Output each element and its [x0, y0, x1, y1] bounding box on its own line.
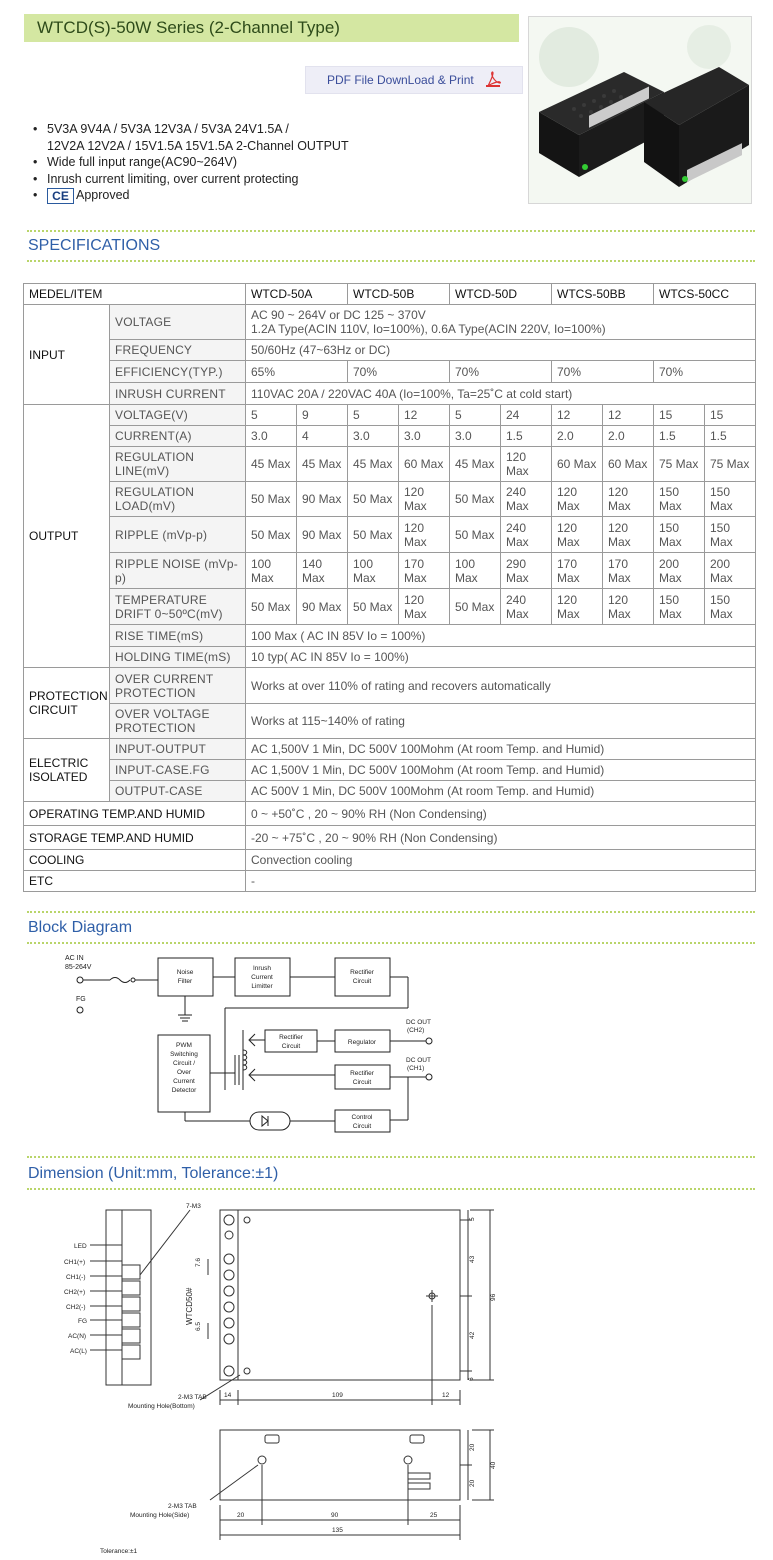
pdf-download-label: PDF File DownLoad & Print [327, 73, 474, 87]
value-cell: 50/60Hz (47~63Hz or DC) [246, 340, 756, 361]
svg-text:DC OUT: DC OUT [406, 1057, 431, 1064]
table-cell: 45 Max [297, 447, 348, 482]
title-bar [24, 14, 519, 42]
svg-text:WTCD50#: WTCD50# [185, 1287, 194, 1325]
table-cell: 1.5 [501, 426, 552, 447]
svg-text:Rectifier: Rectifier [350, 969, 374, 976]
block-diagram [60, 950, 480, 1140]
table-cell: Works at 115~140% of rating [246, 704, 756, 739]
table-cell: 70% [348, 361, 450, 383]
table-row [24, 704, 756, 739]
table-row [24, 760, 756, 781]
svg-text:Circuit: Circuit [281, 1043, 301, 1050]
table-row [24, 739, 756, 760]
svg-text:Circuit: Circuit [352, 978, 372, 985]
table-row [24, 517, 756, 553]
table-row [24, 426, 756, 447]
table-cell: AC 1,500V 1 Min, DC 500V 100Mohm (At room Temp. and Humid) [246, 760, 756, 781]
table-cell: 100 Max [450, 553, 501, 589]
feature-item-approved: • CE Approved [33, 187, 349, 204]
svg-text:25: 25 [430, 1512, 438, 1519]
svg-text:6.5: 6.5 [195, 1321, 202, 1331]
svg-text:(CH2): (CH2) [407, 1027, 425, 1034]
table-cell: -20 ~ +75˚C , 20 ~ 90% RH (Non Condensing) [246, 826, 756, 850]
table-cell: OPERATING TEMP.AND HUMID [24, 802, 246, 826]
svg-text:FG: FG [76, 996, 86, 1003]
table-row [24, 305, 756, 340]
table-cell: Works at over 110% of rating and recovers automatically [246, 668, 756, 704]
svg-text:Limitter: Limitter [251, 983, 273, 990]
svg-text:2-M3 TAB: 2-M3 TAB [178, 1394, 207, 1401]
table-cell: 2.0 [552, 426, 603, 447]
svg-text:85-264V: 85-264V [65, 964, 92, 971]
svg-text:Control: Control [351, 1114, 373, 1121]
table-cell: 100 Max [348, 553, 399, 589]
svg-text:43: 43 [469, 1255, 476, 1263]
table-cell: 1.5 [654, 426, 705, 447]
product-photo [528, 16, 752, 204]
svg-text:20: 20 [469, 1443, 476, 1451]
divider [27, 911, 755, 913]
table-cell: 200 Max [705, 553, 756, 589]
svg-text:Current: Current [173, 1078, 195, 1085]
table-cell: 120 Max [552, 482, 603, 517]
table-cell: RIPPLE NOISE (mVp-p) [110, 553, 246, 589]
table-cell: OUTPUT-CASE [110, 781, 246, 802]
header-cell: WTCS-50BB [552, 284, 654, 305]
group-cell: ELECTRIC ISOLATED [24, 739, 110, 802]
svg-text:2-M3 TAB: 2-M3 TAB [168, 1503, 197, 1510]
feature-item: • Inrush current limiting, over current protecting [33, 171, 349, 188]
table-cell: RISE TIME(mS) [110, 625, 246, 647]
table-cell: 50 Max [246, 517, 297, 553]
table-cell: 60 Max [552, 447, 603, 482]
table-cell: 5 [246, 405, 297, 426]
table-cell: 100 Max ( AC IN 85V Io = 100%) [246, 625, 756, 647]
table-cell: 120 Max [399, 589, 450, 625]
svg-text:Switching: Switching [170, 1051, 198, 1058]
item-cell: FREQUENCY [110, 340, 246, 361]
table-cell: 9 [297, 405, 348, 426]
section-title-specifications: SPECIFICATIONS [28, 237, 161, 254]
table-row [24, 405, 756, 426]
page-title: WTCD(S)-50W Series (2-Channel Type) [37, 18, 340, 37]
table-cell: 140 Max [297, 553, 348, 589]
svg-text:Circuit: Circuit [352, 1123, 372, 1130]
svg-text:Inrush: Inrush [252, 965, 272, 972]
svg-text:109: 109 [332, 1392, 343, 1399]
svg-text:Filter: Filter [177, 978, 193, 985]
item-cell: VOLTAGE [110, 305, 246, 340]
table-cell: 120 Max [603, 517, 654, 553]
svg-text:Over: Over [176, 1069, 192, 1076]
table-cell: 75 Max [705, 447, 756, 482]
svg-text:14: 14 [224, 1392, 232, 1399]
table-cell: STORAGE TEMP.AND HUMID [24, 826, 246, 850]
table-cell: AC 500V 1 Min, DC 500V 100Mohm (At room Temp. and Humid) [246, 781, 756, 802]
item-cell: EFFICIENCY(TYP.) [110, 361, 246, 383]
table-cell: 45 Max [450, 447, 501, 482]
svg-text:Mounting Hole(Bottom): Mounting Hole(Bottom) [128, 1403, 195, 1410]
feature-item: • Wide full input range(AC90~264V) [33, 154, 349, 171]
table-cell: 12 [399, 405, 450, 426]
table-cell: 150 Max [654, 482, 705, 517]
table-cell: 12 [552, 405, 603, 426]
svg-text:90: 90 [331, 1512, 339, 1519]
feature-list [33, 121, 349, 204]
table-cell: TEMPERATURE DRIFT 0~50ºC(mV) [110, 589, 246, 625]
svg-text:FG: FG [78, 1318, 88, 1325]
svg-text:96: 96 [490, 1293, 497, 1301]
table-row [24, 482, 756, 517]
svg-text:(CH1): (CH1) [407, 1065, 425, 1072]
table-cell: 3.0 [399, 426, 450, 447]
header-cell: WTCD-50A [246, 284, 348, 305]
table-cell: 24 [501, 405, 552, 426]
section-title-block-diagram: Block Diagram [28, 919, 133, 936]
header-cell: WTCD-50D [450, 284, 552, 305]
table-cell: 240 Max [501, 482, 552, 517]
table-cell: 45 Max [246, 447, 297, 482]
table-cell: 150 Max [705, 589, 756, 625]
table-cell: OVER VOLTAGE PROTECTION [110, 704, 246, 739]
item-cell: INRUSH CURRENT [110, 383, 246, 405]
screw-terminals [224, 1215, 234, 1376]
table-cell: 150 Max [705, 517, 756, 553]
table-cell: VOLTAGE(V) [110, 405, 246, 426]
table-cell: 150 Max [705, 482, 756, 517]
table-cell: 3.0 [246, 426, 297, 447]
table-cell: 10 typ( AC IN 85V Io = 100%) [246, 647, 756, 668]
table-cell: 150 Max [654, 517, 705, 553]
table-cell: 70% [552, 361, 654, 383]
ce-mark-icon: CE [47, 188, 74, 204]
table-header-row [24, 284, 756, 305]
table-row [24, 850, 756, 871]
svg-text:Current: Current [251, 974, 273, 981]
table-cell: 50 Max [348, 517, 399, 553]
divider [27, 260, 755, 262]
table-cell: INPUT-OUTPUT [110, 739, 246, 760]
table-cell: 15 [654, 405, 705, 426]
header-cell: WTCS-50CC [654, 284, 756, 305]
table-cell: 290 Max [501, 553, 552, 589]
table-cell: 1.5 [705, 426, 756, 447]
svg-text:5: 5 [469, 1217, 476, 1221]
svg-text:Circuit /: Circuit / [172, 1060, 196, 1067]
table-cell: 120 Max [603, 482, 654, 517]
table-cell: HOLDING TIME(mS) [110, 647, 246, 668]
table-row [24, 589, 756, 625]
table-cell: 100 Max [246, 553, 297, 589]
table-cell: INPUT-CASE.FG [110, 760, 246, 781]
table-row [24, 826, 756, 850]
table-row [24, 553, 756, 589]
section-title-dimension: Dimension (Unit:mm, Tolerance:±1) [28, 1165, 279, 1182]
svg-text:CH1(+): CH1(+) [64, 1259, 86, 1266]
table-cell: 50 Max [348, 482, 399, 517]
table-row [24, 383, 756, 405]
table-cell: 50 Max [450, 589, 501, 625]
svg-text:Detector: Detector [171, 1087, 197, 1094]
table-cell: 90 Max [297, 482, 348, 517]
table-cell: 170 Max [603, 553, 654, 589]
table-cell: 50 Max [348, 589, 399, 625]
table-cell: RIPPLE (mVp-p) [110, 517, 246, 553]
table-cell: 50 Max [450, 482, 501, 517]
table-cell: 120 Max [399, 482, 450, 517]
group-cell: PROTECTION CIRCUIT [24, 668, 110, 739]
group-cell: OUTPUT [24, 405, 110, 668]
svg-text:Circuit: Circuit [352, 1079, 372, 1086]
table-cell: 5 [348, 405, 399, 426]
table-cell: 240 Max [501, 589, 552, 625]
svg-text:7-M3: 7-M3 [186, 1203, 201, 1210]
table-row [24, 781, 756, 802]
table-cell: ETC [24, 871, 246, 892]
table-cell: REGULATION LOAD(mV) [110, 482, 246, 517]
svg-text:CH2(-): CH2(-) [66, 1304, 86, 1311]
table-cell: 150 Max [654, 589, 705, 625]
table-cell: 240 Max [501, 517, 552, 553]
table-row [24, 668, 756, 704]
divider [27, 1188, 755, 1190]
dimension-drawing [60, 1195, 520, 1555]
svg-text:20: 20 [469, 1479, 476, 1487]
svg-text:Noise: Noise [176, 969, 194, 976]
table-cell: 120 Max [552, 517, 603, 553]
table-row [24, 802, 756, 826]
table-cell: 70% [450, 361, 552, 383]
svg-text:PWM: PWM [176, 1042, 192, 1049]
table-cell: - [246, 871, 756, 892]
table-cell: 0 ~ +50˚C , 20 ~ 90% RH (Non Condensing) [246, 802, 756, 826]
table-cell: 45 Max [348, 447, 399, 482]
svg-text:Rectifier: Rectifier [350, 1070, 374, 1077]
table-cell: COOLING [24, 850, 246, 871]
value-cell: AC 90 ~ 264V or DC 125 ~ 370V 1.2A Type(ACIN 110V, Io=100%), 0.6A Type(ACIN 220V, Io=100%) [246, 305, 756, 340]
svg-text:Regulator: Regulator [347, 1039, 377, 1046]
header-cell: WTCD-50B [348, 284, 450, 305]
table-row [24, 871, 756, 892]
table-cell: 70% [654, 361, 756, 383]
svg-text:Tolerance:±1: Tolerance:±1 [100, 1548, 138, 1555]
table-cell: OVER CURRENT PROTECTION [110, 668, 246, 704]
svg-text:LED: LED [74, 1243, 87, 1250]
table-cell: 15 [705, 405, 756, 426]
svg-text:7.6: 7.6 [195, 1257, 202, 1267]
table-cell: 120 Max [399, 517, 450, 553]
table-cell: 90 Max [297, 517, 348, 553]
divider [27, 1156, 755, 1158]
svg-text:AC(L): AC(L) [70, 1348, 87, 1355]
table-cell: REGULATION LINE(mV) [110, 447, 246, 482]
table-cell: CURRENT(A) [110, 426, 246, 447]
divider [27, 942, 755, 944]
group-cell: INPUT [24, 305, 110, 405]
table-cell: 75 Max [654, 447, 705, 482]
pdf-download-button[interactable] [305, 66, 523, 94]
table-cell: 5 [450, 405, 501, 426]
table-cell: 3.0 [348, 426, 399, 447]
table-cell: 200 Max [654, 553, 705, 589]
feature-item: • 5V3A 9V4A / 5V3A 12V3A / 5V3A 24V1.5A / 12V2A 12V2A / 15V1.5A 15V1.5A 2-Channel OUTPUT [33, 121, 349, 154]
table-cell: 60 Max [399, 447, 450, 482]
svg-text:DC OUT: DC OUT [406, 1019, 431, 1026]
table-row [24, 361, 756, 383]
table-cell: 170 Max [399, 553, 450, 589]
svg-text:42: 42 [469, 1331, 476, 1339]
svg-text:40: 40 [490, 1461, 497, 1469]
table-row [24, 447, 756, 482]
svg-text:CH2(+): CH2(+) [64, 1289, 86, 1296]
table-cell: 170 Max [552, 553, 603, 589]
table-cell: AC 1,500V 1 Min, DC 500V 100Mohm (At room Temp. and Humid) [246, 739, 756, 760]
svg-text:AC(N): AC(N) [68, 1333, 87, 1340]
table-cell: 65% [246, 361, 348, 383]
svg-text:AC IN: AC IN [65, 955, 84, 962]
table-cell: 50 Max [246, 482, 297, 517]
table-cell: 12 [603, 405, 654, 426]
table-row [24, 647, 756, 668]
terminal-blocks [122, 1265, 140, 1359]
table-cell: 120 Max [603, 589, 654, 625]
svg-text:135: 135 [332, 1527, 343, 1534]
svg-text:CH1(-): CH1(-) [66, 1274, 86, 1281]
table-cell: 120 Max [501, 447, 552, 482]
table-cell: 120 Max [552, 589, 603, 625]
table-cell: 90 Max [297, 589, 348, 625]
table-cell: 60 Max [603, 447, 654, 482]
svg-text:20: 20 [237, 1512, 245, 1519]
table-cell: 2.0 [603, 426, 654, 447]
table-cell: Convection cooling [246, 850, 756, 871]
spec-table [23, 283, 756, 892]
header-cell: MEDEL/ITEM [24, 284, 246, 305]
divider [27, 230, 755, 232]
svg-text:12: 12 [442, 1392, 450, 1399]
svg-text:Rectifier: Rectifier [279, 1034, 303, 1041]
svg-text:Mounting Hole(Side): Mounting Hole(Side) [130, 1512, 190, 1519]
value-cell: 110VAC 20A / 220VAC 40A (Io=100%, Ta=25˚C at cold start) [246, 383, 756, 405]
svg-text:6: 6 [468, 1377, 475, 1381]
table-row [24, 625, 756, 647]
pdf-icon [485, 71, 501, 88]
table-cell: 3.0 [450, 426, 501, 447]
table-cell: 50 Max [246, 589, 297, 625]
table-row [24, 340, 756, 361]
table-cell: 4 [297, 426, 348, 447]
table-cell: 50 Max [450, 517, 501, 553]
